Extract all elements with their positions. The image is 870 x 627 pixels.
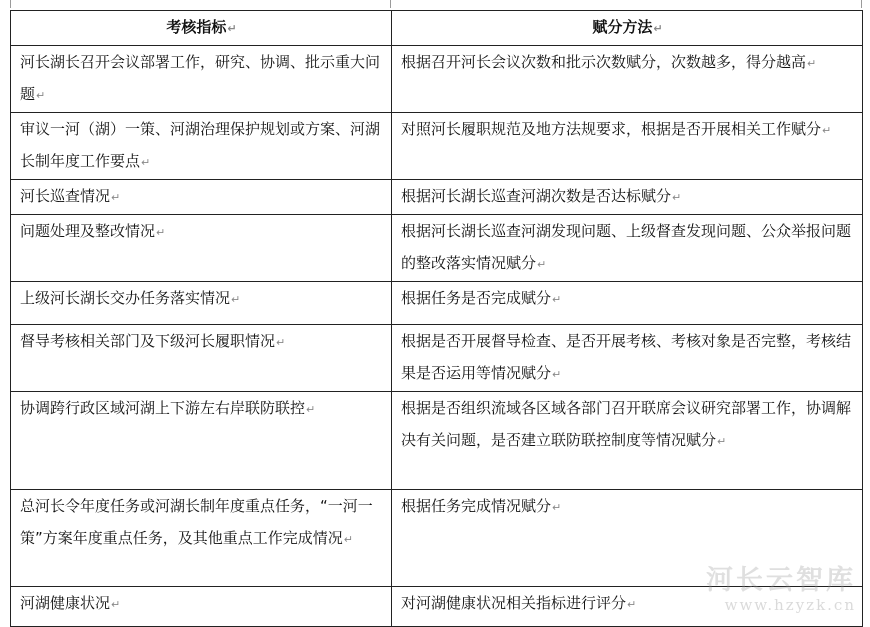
- table-row: [11, 587, 863, 627]
- cell-method: 对照河长履职规范及地方法规要求，根据是否开展相关工作赋分↵: [392, 113, 863, 180]
- cell-method: 根据召开河长会议次数和批示次数赋分，次数越多，得分越高↵: [392, 46, 863, 113]
- header-indicator: 考核指标↵: [11, 11, 392, 46]
- table-row: [11, 282, 863, 325]
- header-row: [11, 11, 863, 46]
- watermark-url: www.hzyzk.cn: [724, 596, 856, 614]
- cell-indicator: 协调跨行政区域河湖上下游左右岸联防联控↵: [11, 392, 392, 490]
- table-row: [11, 392, 863, 490]
- cell-indicator: 河湖健康状况↵: [11, 587, 392, 627]
- table-row: [11, 113, 863, 180]
- cell-indicator: 问题处理及整改情况↵: [11, 215, 392, 282]
- ruler-marks: [0, 0, 870, 10]
- cell-method: 根据是否组织流域各区域各部门召开联席会议研究部署工作，协调解决有关问题，是否建立联防联控制度等情况赋分↵: [392, 392, 863, 490]
- cell-indicator: 河长湖长召开会议部署工作，研究、协调、批示重大问题↵: [11, 46, 392, 113]
- cell-method: 根据河长湖长巡查河湖次数是否达标赋分↵: [392, 180, 863, 215]
- cell-indicator: 总河长令年度任务或河湖长制年度重点任务，“一河一策”方案年度重点任务，及其他重点工作完成情况↵: [11, 490, 392, 587]
- cell-indicator: 河长巡查情况↵: [11, 180, 392, 215]
- assessment-table: [10, 10, 863, 627]
- cell-method: 根据任务完成情况赋分↵: [392, 490, 863, 587]
- table-row: [11, 490, 863, 587]
- cell-method: 根据河长湖长巡查河湖发现问题、上级督查发现问题、公众举报问题的整改落实情况赋分↵: [392, 215, 863, 282]
- table-row: [11, 325, 863, 392]
- table-row: [11, 180, 863, 215]
- cell-method: 根据是否开展督导检查、是否开展考核、考核对象是否完整，考核结果是否运用等情况赋分↵: [392, 325, 863, 392]
- header-method: 赋分方法↵: [392, 11, 863, 46]
- cell-method: 对河湖健康状况相关指标进行评分↵: [392, 587, 863, 627]
- cell-indicator: 上级河长湖长交办任务落实情况↵: [11, 282, 392, 325]
- cell-indicator: 审议一河（湖）一策、河湖治理保护规划或方案、河湖长制年度工作要点↵: [11, 113, 392, 180]
- cell-indicator: 督导考核相关部门及下级河长履职情况↵: [11, 325, 392, 392]
- watermark-title: 河长云智库: [706, 565, 856, 596]
- table-row: [11, 46, 863, 113]
- table-row: [11, 215, 863, 282]
- cell-method: 根据任务是否完成赋分↵: [392, 282, 863, 325]
